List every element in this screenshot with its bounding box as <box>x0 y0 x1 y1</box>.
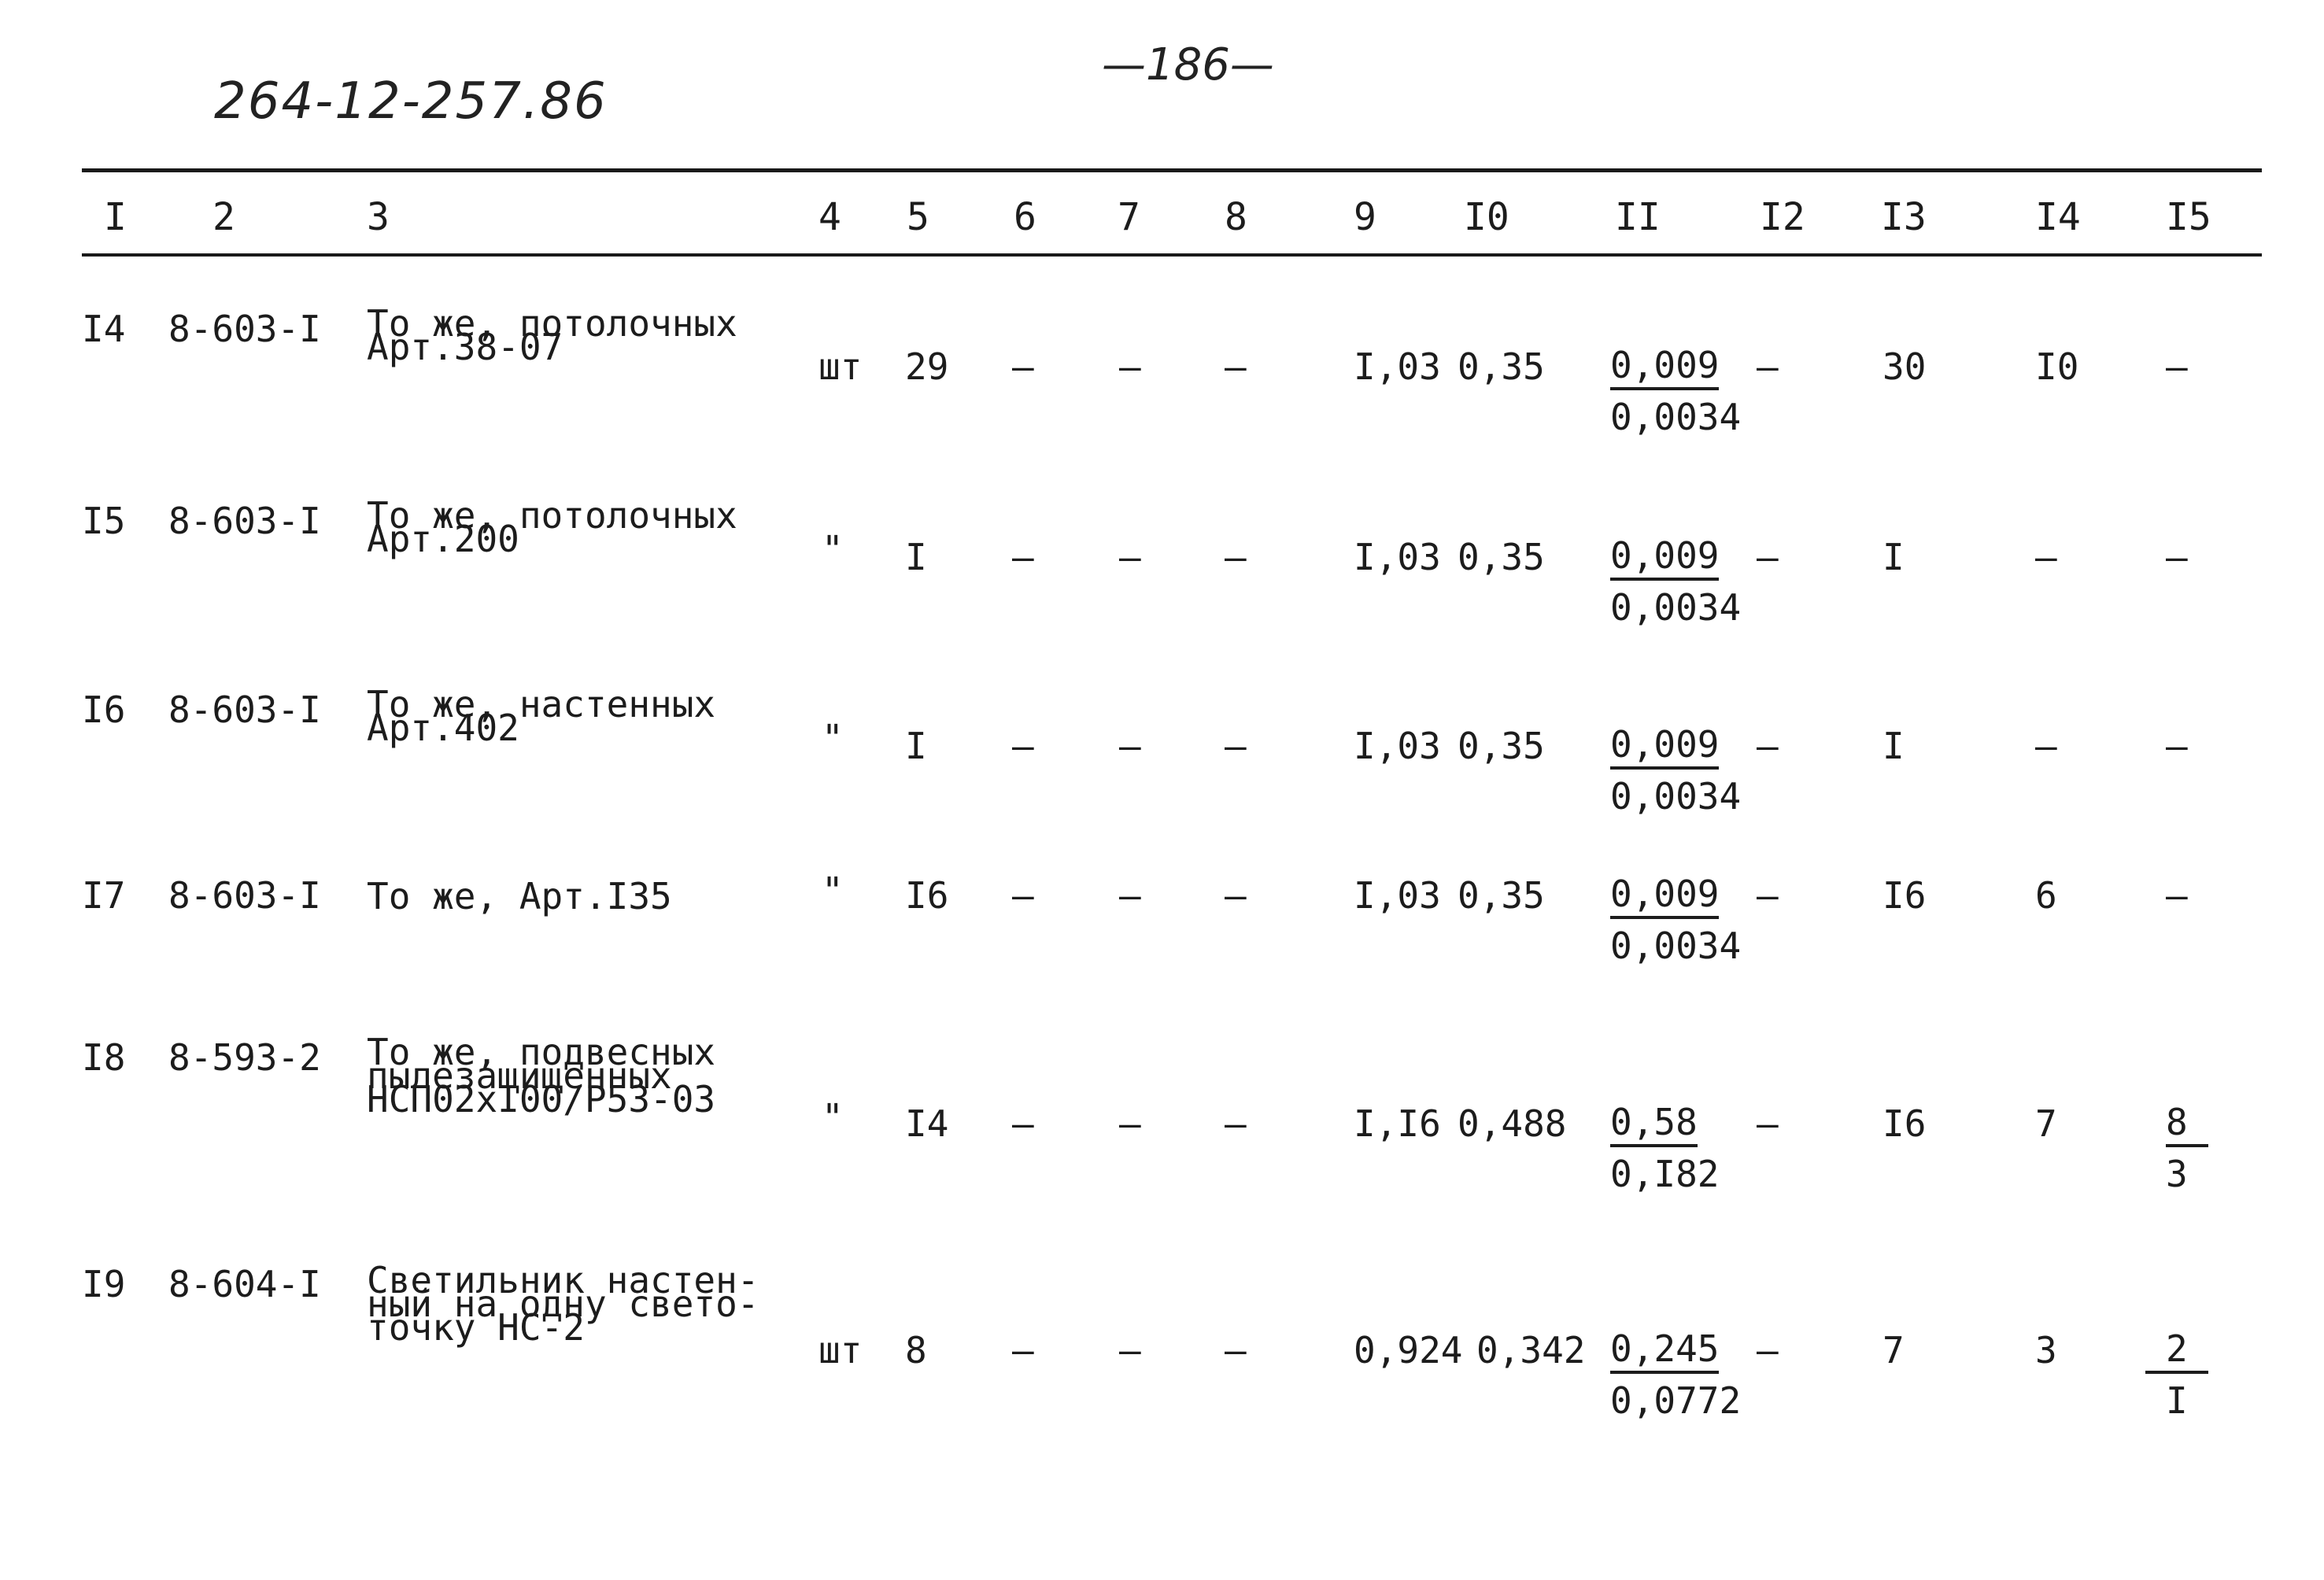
fraction-denominator: 0,0034 <box>1610 396 1742 438</box>
column-header: 6 <box>1014 195 1036 239</box>
col10-value: 0,35 <box>1458 725 1545 767</box>
col14-value: – <box>2035 725 2057 767</box>
fraction-denominator: 0,0772 <box>1610 1379 1742 1422</box>
price-code: 8-604-I <box>168 1263 321 1305</box>
header-bottom-rule <box>82 253 2262 257</box>
col6-value: – <box>1012 345 1034 388</box>
col15-value: – <box>2166 874 2188 917</box>
unit: " <box>822 1096 844 1139</box>
column-header: I4 <box>2035 195 2081 239</box>
fraction-numerator: 2 <box>2145 1328 2208 1374</box>
col8-value: – <box>1225 1329 1247 1371</box>
col9-value: I,03 <box>1354 874 1441 917</box>
item-description: То же, настенных Арт.402 <box>367 683 716 749</box>
col12-value: – <box>1757 536 1779 578</box>
document-code: 264-12-257.86 <box>214 72 608 131</box>
fraction-denominator: I <box>2166 1379 2188 1422</box>
column-header: I3 <box>1881 195 1927 239</box>
col9-value: I,03 <box>1354 536 1441 578</box>
col9-value: I,03 <box>1354 725 1441 767</box>
column-header: I0 <box>1464 195 1509 239</box>
quantity: I6 <box>905 874 949 917</box>
col6-value: – <box>1012 874 1034 917</box>
col13-value: I <box>1882 725 1905 767</box>
col12-value: – <box>1757 1329 1779 1371</box>
col13-value: 30 <box>1882 345 1927 388</box>
column-header: 7 <box>1118 195 1140 239</box>
col15-fraction <box>2145 1328 2208 1421</box>
column-header: 4 <box>818 195 841 239</box>
fraction-numerator: 0,58 <box>1610 1102 1698 1147</box>
col11-fraction <box>1610 535 1741 628</box>
page-number: —186— <box>1102 39 1274 90</box>
col11-fraction <box>1610 1328 1741 1421</box>
col11-fraction <box>1610 873 1741 966</box>
col7-value: – <box>1119 1102 1141 1145</box>
price-code: 8-603-I <box>168 308 321 350</box>
col8-value: – <box>1225 874 1247 917</box>
col12-value: – <box>1757 725 1779 767</box>
column-header: I5 <box>2166 195 2211 239</box>
col13-value: I6 <box>1882 874 1927 917</box>
col7-value: – <box>1119 1329 1141 1371</box>
col8-value: – <box>1225 725 1247 767</box>
col6-value: – <box>1012 725 1034 767</box>
col14-value: 7 <box>2035 1102 2057 1145</box>
fraction-denominator: 0,I82 <box>1610 1153 1720 1195</box>
col9-value: I,I6 <box>1354 1102 1441 1145</box>
column-header: 5 <box>907 195 929 239</box>
fraction-denominator: 0,0034 <box>1610 775 1742 818</box>
col7-value: – <box>1119 536 1141 578</box>
column-header: 8 <box>1225 195 1247 239</box>
col10-value: 0,35 <box>1458 536 1545 578</box>
item-description: То же, потолочных Арт.38-07 <box>367 302 737 368</box>
column-header: 9 <box>1354 195 1376 239</box>
col13-value: 7 <box>1882 1329 1905 1371</box>
fraction-numerator: 0,009 <box>1610 724 1719 770</box>
col11-fraction <box>1610 1102 1719 1194</box>
col14-value: 6 <box>2035 874 2057 917</box>
row-number: I9 <box>82 1263 126 1305</box>
item-description: То же, потолочных Арт.200 <box>367 494 737 560</box>
fraction-numerator: 0,009 <box>1610 873 1719 919</box>
col15-value: – <box>2166 345 2188 388</box>
fraction-numerator: 0,009 <box>1610 345 1719 390</box>
quantity: 29 <box>905 345 949 388</box>
price-code: 8-603-I <box>168 688 321 731</box>
column-header: II <box>1615 195 1661 239</box>
column-header: I2 <box>1760 195 1805 239</box>
column-header: 2 <box>212 195 235 239</box>
row-number: I6 <box>82 688 126 731</box>
col14-value: 3 <box>2035 1329 2057 1371</box>
col14-value: – <box>2035 536 2057 578</box>
col10-value: 0,342 <box>1476 1329 1586 1371</box>
item-description: То же, подвесных пылезащищенных НСП02хI00/Р53-03 <box>367 1031 716 1120</box>
col15-fraction <box>2166 1102 2208 1194</box>
quantity: 8 <box>905 1329 927 1371</box>
col15-value: – <box>2166 725 2188 767</box>
fraction-numerator: 0,245 <box>1610 1328 1719 1374</box>
col11-fraction <box>1610 724 1741 817</box>
col7-value: – <box>1119 345 1141 388</box>
unit: шт <box>818 345 863 388</box>
col15-value: – <box>2166 536 2188 578</box>
col6-value: – <box>1012 536 1034 578</box>
unit: шт <box>818 1329 863 1371</box>
col6-value: – <box>1012 1102 1034 1145</box>
fraction-denominator: 0,0034 <box>1610 586 1742 629</box>
col13-value: I <box>1882 536 1905 578</box>
col12-value: – <box>1757 345 1779 388</box>
quantity: I <box>905 536 927 578</box>
quantity: I4 <box>905 1102 949 1145</box>
unit: " <box>822 528 844 570</box>
col7-value: – <box>1119 874 1141 917</box>
row-number: I4 <box>82 308 126 350</box>
col9-value: I,03 <box>1354 345 1441 388</box>
unit: " <box>822 717 844 759</box>
unit: " <box>822 869 844 912</box>
col13-value: I6 <box>1882 1102 1927 1145</box>
table-top-rule <box>82 168 2262 172</box>
col8-value: – <box>1225 345 1247 388</box>
column-header: 3 <box>367 195 390 239</box>
col8-value: – <box>1225 536 1247 578</box>
col12-value: – <box>1757 1102 1779 1145</box>
row-number: I7 <box>82 874 126 917</box>
col6-value: – <box>1012 1329 1034 1371</box>
item-description: Светильник настен- ный на одну свето- точку НС-2 <box>367 1259 759 1349</box>
col12-value: – <box>1757 874 1779 917</box>
fraction-numerator: 8 <box>2166 1102 2208 1147</box>
col8-value: – <box>1225 1102 1247 1145</box>
fraction-numerator: 0,009 <box>1610 535 1719 581</box>
column-header: I <box>104 195 127 239</box>
fraction-denominator: 3 <box>2166 1153 2188 1195</box>
row-number: I8 <box>82 1036 126 1079</box>
item-description: То же, Арт.I35 <box>367 875 672 917</box>
col10-value: 0,35 <box>1458 874 1545 917</box>
col11-fraction <box>1610 345 1741 437</box>
col10-value: 0,35 <box>1458 345 1545 388</box>
col14-value: I0 <box>2035 345 2079 388</box>
fraction-denominator: 0,0034 <box>1610 925 1742 967</box>
col9-value: 0,924 <box>1354 1329 1463 1371</box>
col10-value: 0,488 <box>1458 1102 1567 1145</box>
quantity: I <box>905 725 927 767</box>
price-code: 8-603-I <box>168 500 321 542</box>
price-code: 8-593-2 <box>168 1036 321 1079</box>
col7-value: – <box>1119 725 1141 767</box>
row-number: I5 <box>82 500 126 542</box>
price-code: 8-603-I <box>168 874 321 917</box>
